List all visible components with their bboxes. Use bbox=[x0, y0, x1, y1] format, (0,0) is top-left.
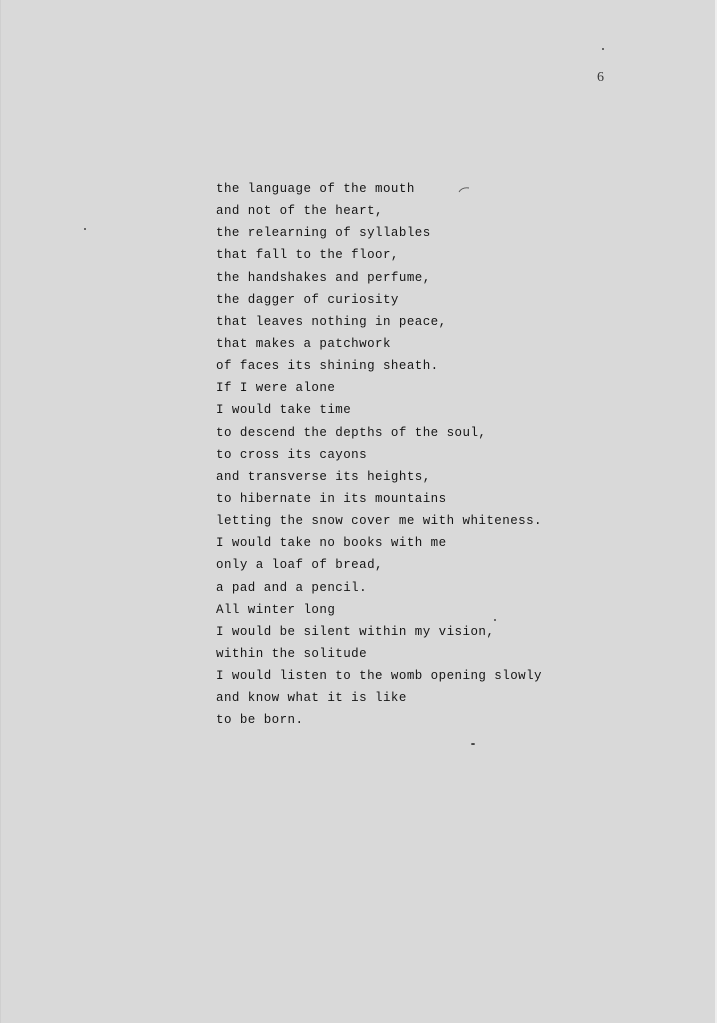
paper-speck bbox=[84, 228, 86, 230]
poem-line: only a loaf of bread, bbox=[216, 558, 383, 573]
poem-line: I would be silent within my vision, bbox=[216, 624, 495, 639]
poem-line: I would listen to the womb opening slowly bbox=[216, 669, 542, 684]
poem-line: I would take time bbox=[216, 403, 352, 418]
poem-line: If I were alone bbox=[216, 381, 336, 396]
poem-line: to cross its cayons bbox=[216, 447, 368, 462]
poem-line: a pad and a pencil. bbox=[216, 580, 368, 595]
poem-line: letting the snow cover me with whiteness. bbox=[216, 514, 542, 529]
poem-line: to descend the depths of the soul, bbox=[216, 425, 487, 440]
poem-line: within the solitude bbox=[216, 646, 368, 661]
poem-line: the relearning of syllables bbox=[216, 226, 431, 241]
poem-line: and transverse its heights, bbox=[216, 469, 431, 484]
poem-line: that makes a patchwork bbox=[216, 336, 391, 351]
poem-line: and not of the heart, bbox=[216, 204, 383, 219]
page-number: 6 bbox=[597, 70, 604, 85]
poem-line: All winter long bbox=[216, 602, 336, 617]
poem-line: the handshakes and perfume, bbox=[216, 270, 431, 285]
poem-line: I would take no books with me bbox=[216, 536, 447, 551]
paper-speck bbox=[471, 743, 475, 745]
poem-line: that fall to the floor, bbox=[216, 248, 399, 263]
paper-speck bbox=[602, 48, 604, 50]
poem-line: of faces its shining sheath. bbox=[216, 359, 439, 374]
poem-line: the dagger of curiosity bbox=[216, 292, 399, 307]
page-left-edge bbox=[0, 0, 1, 1023]
poem-line: and know what it is like bbox=[216, 691, 407, 706]
poem-line: to hibernate in its mountains bbox=[216, 491, 447, 506]
poem-line: the language of the mouth bbox=[216, 182, 415, 196]
poem-text bbox=[216, 178, 576, 732]
poem-line: that leaves nothing in peace, bbox=[216, 314, 447, 329]
poem-line: to be born. bbox=[216, 713, 304, 728]
